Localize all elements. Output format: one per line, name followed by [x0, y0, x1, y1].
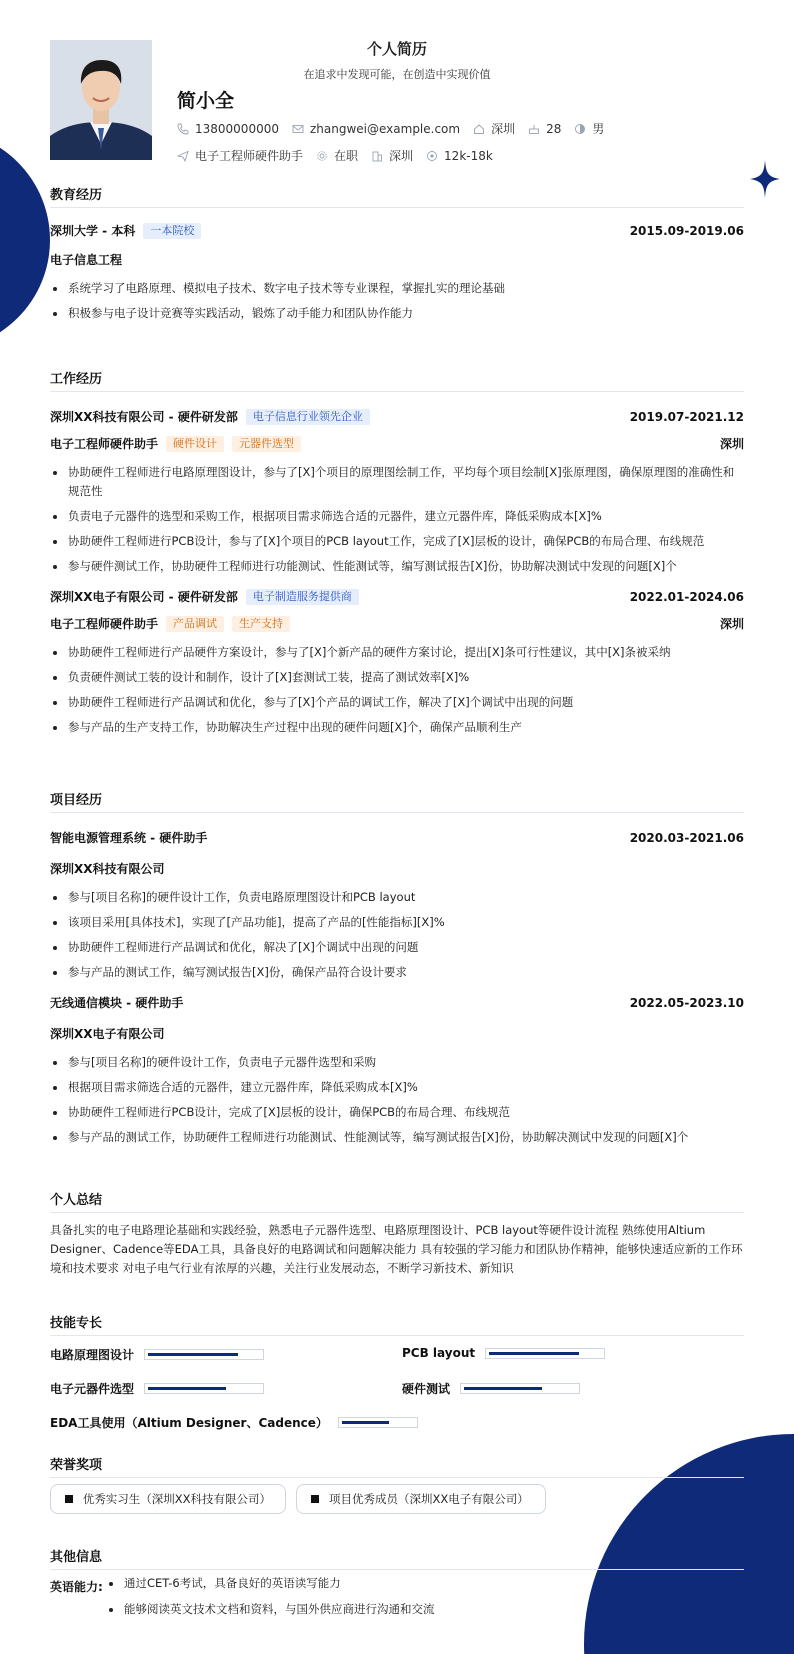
project-1-date: 2020.03-2021.06	[629, 831, 744, 845]
job-1-location: 深圳	[719, 437, 744, 451]
job-2-role: 电子工程师硬件助手	[50, 617, 159, 631]
age-text: 28	[546, 121, 562, 136]
job-1-role: 电子工程师硬件助手	[50, 437, 159, 451]
building-icon	[371, 150, 383, 162]
position-text: 电子工程师硬件助手	[195, 149, 304, 163]
skill-bar	[144, 1349, 264, 1360]
decorative-circle-left	[0, 130, 50, 350]
gender-text: 男	[592, 122, 605, 136]
projects-title: 项目经历	[50, 791, 744, 813]
skill-fill	[464, 1387, 542, 1390]
list-item: 参与[项目名称]的硬件设计工作，负责电子元器件选型和采购	[50, 1053, 744, 1072]
english-list	[106, 1574, 435, 1626]
summary-text: 具备扎实的电子电路理论基础和实践经验，熟悉电子元器件选型、电路原理图设计、PCB layout等硬件设计流程 熟练使用Altium Designer、Cadence等EDA工具，具备良好的电路调试和问题解决能力 具有较强的学习能力和团队协作精神，能够快速适应新的工作环境和技术要求 对电子电气行业有浓厚的兴趣，关注行业发展动态，不断学习新技术、新知识	[50, 1223, 743, 1275]
award-item	[50, 1484, 286, 1514]
target-city-text: 深圳	[389, 149, 414, 163]
skill-fill	[148, 1387, 226, 1390]
list-item: 积极参与电子设计竞赛等实践活动，锻炼了动手能力和团队协作能力	[50, 304, 744, 323]
phone-item	[177, 122, 279, 136]
status-text: 在职	[334, 149, 359, 163]
project-1-company-row	[50, 858, 744, 880]
gear-icon	[316, 150, 328, 162]
list-item: 协助硬件工程师进行PCB设计，参与了[X]个项目的PCB layout工作，完成了[X]层板的设计，确保PCB的布局合理、布线规范	[50, 532, 744, 551]
square-bullet-icon	[311, 1495, 319, 1503]
project-1-bullets	[50, 888, 744, 982]
skill-bar	[338, 1417, 418, 1428]
list-item: 协助硬件工程师进行产品调试和优化，参与了[X]个产品的调试工作，解决了[X]个调试中出现的问题	[50, 693, 744, 712]
list-item: 通过CET-6考试，具备良好的英语读写能力	[106, 1574, 435, 1593]
job-2-location: 深圳	[719, 617, 744, 631]
english-label: 英语能力:	[50, 1580, 103, 1594]
square-bullet-icon	[65, 1495, 73, 1503]
summary-title: 个人总结	[50, 1191, 744, 1213]
education-date: 2015.09-2019.06	[629, 224, 744, 238]
project-2-bullets	[50, 1053, 744, 1147]
work-section	[50, 370, 744, 743]
job-1-company-tag: 电子信息行业领先企业	[246, 409, 370, 425]
job-2-tag-2: 生产支持	[232, 616, 290, 632]
education-title: 教育经历	[50, 186, 744, 208]
position-item	[177, 147, 303, 164]
list-item: 参与产品的测试工作，编写测试报告[X]份，确保产品符合设计要求	[50, 963, 744, 982]
job-2-bullets	[50, 643, 744, 737]
mail-icon	[292, 123, 304, 135]
status-item	[316, 147, 358, 164]
email-item	[292, 122, 460, 136]
project-1-head	[50, 827, 744, 849]
skill-fill	[148, 1353, 238, 1356]
list-item: 协助硬件工程师进行电路原理图设计，参与了[X]个项目的原理图绘制工作，平均每个项目绘制[X]张原理图，确保原理图的准确性和规范性	[50, 463, 744, 501]
projects-section	[50, 791, 744, 1153]
job-1-role-row	[50, 433, 744, 455]
awards-title: 荣誉奖项	[50, 1456, 744, 1478]
skills-title: 技能专长	[50, 1314, 744, 1336]
sparkle-icon	[750, 160, 780, 198]
school-tag: 一本院校	[143, 223, 201, 239]
skill-item	[50, 1346, 264, 1363]
resume-title: 个人简历	[366, 40, 427, 58]
city-text: 深圳	[491, 122, 516, 136]
coin-icon	[426, 150, 438, 162]
list-item: 参与产品的生产支持工作，协助解决生产过程中出现的硬件问题[X]个，确保产品顺利生产	[50, 718, 744, 737]
list-item: 协助硬件工程师进行PCB设计，完成了[X]层板的设计，确保PCB的布局合理、布线规范	[50, 1103, 744, 1122]
list-item: 参与[项目名称]的硬件设计工作，负责电路原理图设计和PCB layout	[50, 888, 744, 907]
skill-name: PCB layout	[402, 1346, 476, 1360]
email-text: zhangwei@example.com	[309, 121, 461, 136]
job-1-head	[50, 406, 744, 428]
job-1-company: 深圳XX科技有限公司 - 硬件研发部	[50, 410, 238, 424]
skill-name: 硬件测试	[402, 1382, 451, 1396]
target-city-item	[371, 147, 413, 164]
list-item: 参与硬件测试工作，协助硬件工程师进行功能测试、性能测试等，编写测试报告[X]份，协助解决测试中发现的问题[X]个	[50, 557, 744, 576]
skill-name: EDA工具使用（Altium Designer、Cadence）	[50, 1416, 328, 1430]
awards-section	[50, 1456, 744, 1526]
gender-icon	[574, 123, 586, 135]
job-1-tag-2: 元器件选型	[232, 436, 301, 452]
award-item	[296, 1484, 546, 1514]
project-1-company: 深圳XX科技有限公司	[50, 862, 165, 876]
skill-name: 电路原理图设计	[50, 1348, 135, 1362]
project-2-name: 无线通信模块 - 硬件助手	[50, 996, 184, 1010]
skill-fill	[342, 1421, 389, 1424]
skill-fill	[489, 1352, 579, 1355]
list-item: 负责硬件测试工装的设计和制作，设计了[X]套测试工装，提高了测试效率[X]%	[50, 668, 744, 687]
contact-row	[177, 120, 617, 137]
job-2-date: 2022.01-2024.06	[629, 590, 744, 604]
other-title: 其他信息	[50, 1548, 744, 1570]
summary-section	[50, 1191, 744, 1278]
skill-bar	[144, 1383, 264, 1394]
education-head	[50, 220, 744, 242]
skills-section	[50, 1314, 744, 1430]
job-2-role-row	[50, 613, 744, 635]
list-item: 协助硬件工程师进行产品硬件方案设计，参与了[X]个新产品的硬件方案讨论，提出[X]条可行性建议，其中[X]条被采纳	[50, 643, 744, 662]
list-item: 系统学习了电路原理、模拟电子技术、数字电子技术等专业课程，掌握扎实的理论基础	[50, 279, 744, 298]
skill-name: 电子元器件选型	[50, 1382, 135, 1396]
city-item	[473, 120, 515, 137]
job-1-date: 2019.07-2021.12	[629, 410, 744, 424]
award-text: 优秀实习生（深圳XX科技有限公司）	[82, 1492, 271, 1506]
skill-item	[402, 1346, 605, 1360]
award-text: 项目优秀成员（深圳XX电子有限公司）	[329, 1492, 529, 1506]
gender-item	[574, 120, 604, 137]
project-2-date: 2022.05-2023.10	[629, 996, 744, 1010]
job-2-company-tag: 电子制造服务提供商	[246, 589, 359, 605]
other-section	[50, 1548, 744, 1648]
project-2-company: 深圳XX电子有限公司	[50, 1027, 165, 1041]
list-item: 根据项目需求筛选合适的元器件，建立元器件库，降低采购成本[X]%	[50, 1078, 744, 1097]
candidate-name: 简小全	[177, 90, 235, 112]
skill-item	[50, 1380, 264, 1397]
salary-text: 12k-18k	[444, 148, 493, 163]
skill-item	[402, 1380, 580, 1397]
home-icon	[473, 123, 485, 135]
list-item: 参与产品的测试工作，协助硬件工程师进行功能测试、性能测试等，编写测试报告[X]份，协助解决测试中发现的问题[X]个	[50, 1128, 744, 1147]
resume-slogan: 在追求中发现可能，在创造中实现价值	[303, 68, 491, 81]
job-1-tag-1: 硬件设计	[166, 436, 224, 452]
list-item: 能够阅读英文技术文档和资料，与国外供应商进行沟通和交流	[106, 1600, 435, 1619]
job-2-head	[50, 586, 744, 608]
salary-item	[426, 149, 493, 163]
major-text: 电子信息工程	[50, 253, 123, 267]
job-2-tag-1: 产品调试	[166, 616, 224, 632]
job-intent-row	[177, 147, 506, 164]
phone-icon	[177, 123, 189, 135]
job-2-company: 深圳XX电子有限公司 - 硬件研发部	[50, 590, 238, 604]
list-item: 负责电子元器件的选型和采购工作，根据项目需求筛选合适的元器件，建立元器件库，降低采购成本[X]%	[50, 507, 744, 526]
age-icon	[528, 123, 540, 135]
skill-bar	[485, 1348, 605, 1359]
list-item: 协助硬件工程师进行产品调试和优化，解决了[X]个调试中出现的问题	[50, 938, 744, 957]
send-icon	[177, 150, 189, 162]
project-2-company-row	[50, 1023, 744, 1045]
phone-text: 13800000000	[195, 121, 279, 136]
skill-bar	[460, 1383, 580, 1394]
education-section	[50, 186, 744, 329]
major-name	[50, 249, 744, 271]
project-2-head	[50, 992, 744, 1014]
education-bullets	[50, 279, 744, 323]
job-1-bullets	[50, 463, 744, 576]
school-name: 深圳大学 - 本科	[50, 224, 136, 238]
skill-item	[50, 1414, 418, 1431]
list-item: 该项目采用[具体技术]，实现了[产品功能]，提高了产品的[性能指标][X]%	[50, 913, 744, 932]
age-item	[528, 122, 561, 136]
work-title: 工作经历	[50, 370, 744, 392]
project-1-name: 智能电源管理系统 - 硬件助手	[50, 831, 208, 845]
